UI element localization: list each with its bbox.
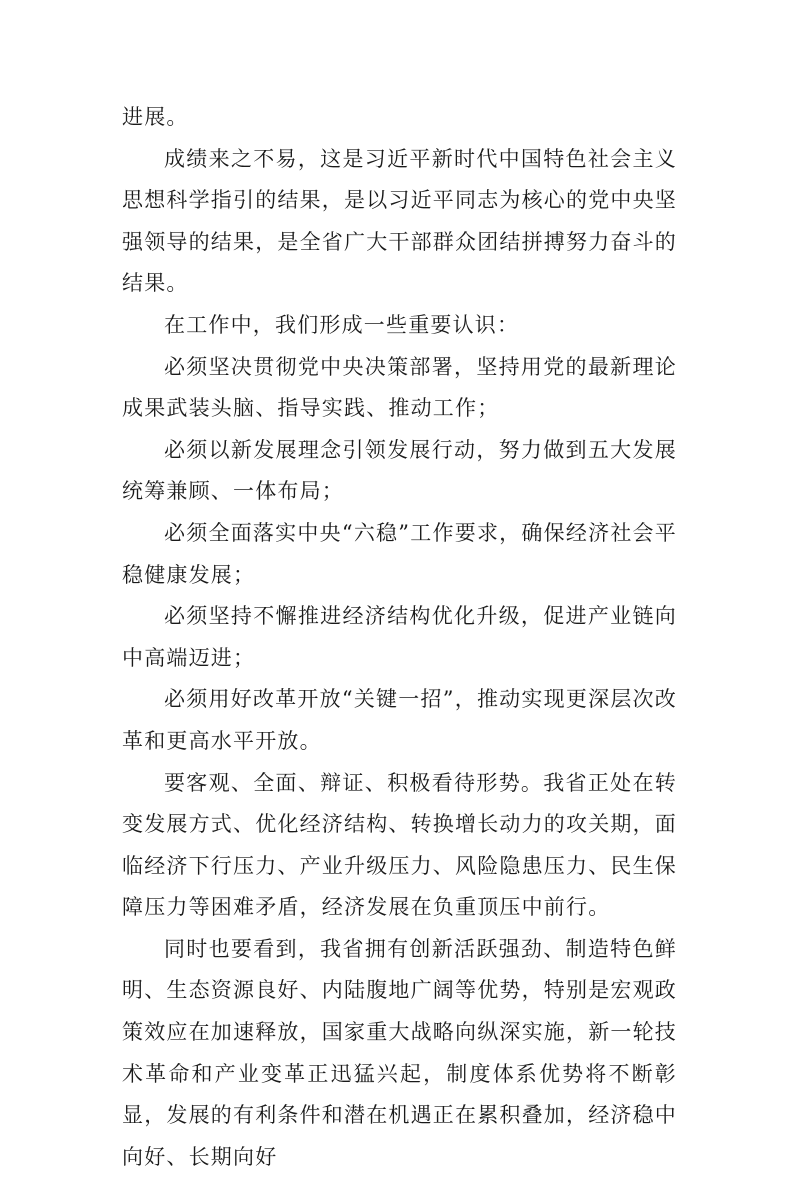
paragraph-insight-2: 必须以新发展理念引领发展行动，努力做到五大发展统筹兼顾、一体布局； — [122, 437, 677, 504]
paragraph-insight-1: 必须坚决贯彻党中央决策部署，坚持用党的最新理论成果武装头脑、指导实践、推动工作； — [122, 354, 677, 421]
paragraph-situation: 要客观、全面、辩证、积极看待形势。我省正处在转变发展方式、优化经济结构、转换增长动力的攻关期，面临经济下行压力、产业升级压力、风险隐患压力、民生保障压力等困难矛盾，经济发展在负重顶压中前行。 — [122, 770, 677, 920]
paragraph-achievements: 成绩来之不易，这是习近平新时代中国特色社会主义思想科学指引的结果，是以习近平同志为核心的党中央坚强领导的结果，是全省广大干部群众团结拼搏努力奋斗的结果。 — [122, 146, 677, 296]
paragraph-insight-4: 必须坚持不懈推进经济结构优化升级，促进产业链向中高端迈进； — [122, 604, 677, 670]
paragraph-continuation: 进展。 — [122, 105, 189, 129]
paragraph-insight-3: 必须全面落实中央“六稳”工作要求，确保经济社会平稳健康发展； — [122, 520, 677, 587]
paragraph-advantages: 同时也要看到，我省拥有创新活跃强劲、制造特色鲜明、生态资源良好、内陆腹地广阔等优势，特别是宏观政策效应在加速释放，国家重大战略向纵深实施，新一轮技术革命和产业变革正迅猛兴起，制度体系优势将不断彰显，发展的有利条件和潜在机遇正在累积叠加，经济稳中向好、长期向好 — [122, 936, 677, 1169]
paragraph-key-insights-intro: 在工作中，我们形成一些重要认识： — [164, 312, 520, 337]
paragraph-insight-5: 必须用好改革开放“关键一招”，推动实现更深层次改革和更高水平开放。 — [122, 687, 677, 753]
document-body — [122, 97, 677, 1178]
